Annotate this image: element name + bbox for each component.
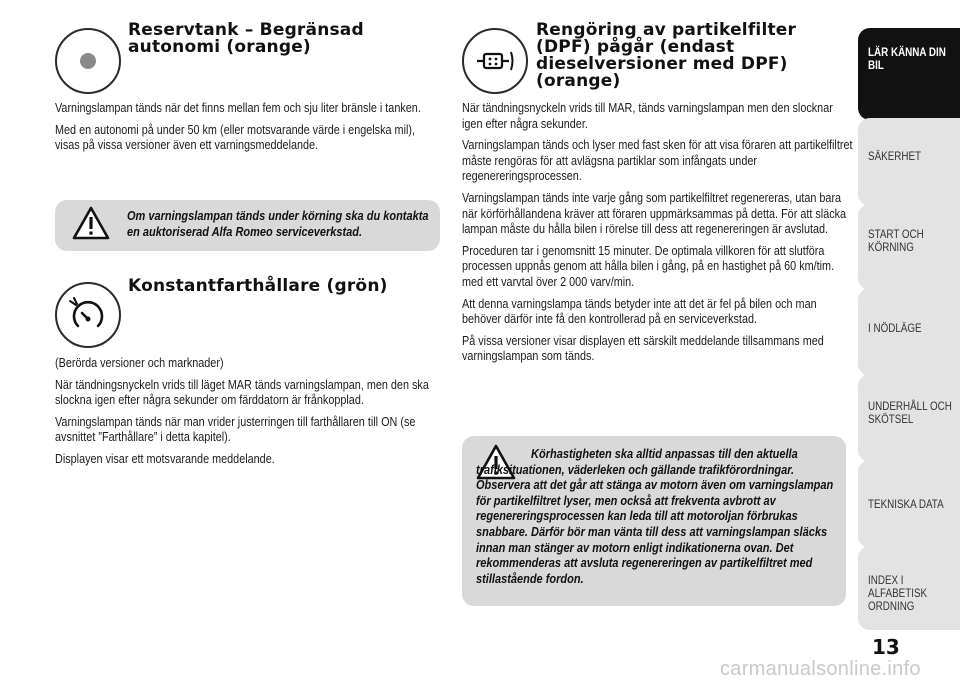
farthallare-paragraph: Displayen visar ett motsvarande meddelande. <box>55 451 275 466</box>
dpf-heading: Rengöring av partikelfilter (DPF) pågår (endast dieselversioner med DPF) (orange) <box>536 20 797 91</box>
farthallare-paragraph: (Berörda versioner och marknader) <box>55 356 224 370</box>
tab-underhall-och-skotsel[interactable]: UNDERHÅLL OCH SKÖTSEL <box>858 374 960 462</box>
dpf-warning-icon <box>462 28 528 94</box>
dpf-warning-text: Körhastigheten ska alltid anpassas till den aktuella trafiksituationen, väderleken och gällande trafikförordningar. Observera att det går att stänga av motorn även om varningslampan för partikelfiltret lyser, men också att frekventa avbrott av regenereringsprocessen kan leda till att motoroljan förbrukas snabbare. Därför bör man vänta till dess att varningslampan släcks innan man stänger av motorn enligt indikationerna ovan. Det rekommenderas att avsluta regenereringen av partikelfiltret med stillastående fordon. <box>476 446 834 586</box>
reservtank-body <box>55 101 442 160</box>
farthallare-heading: Konstantfarthållare (grön) <box>128 276 388 296</box>
tab-i-nodlage[interactable]: I NÖDLÄGE <box>858 288 960 376</box>
chapter-tabs <box>858 0 960 686</box>
dpf-body <box>462 101 853 371</box>
dpf-paragraph: Varningslampan tänds och lyser med fast sken för att visa föraren att partikelfiltret måste rengöras för att avlägsna partiklar som infångats under regenereringsprocessen. <box>462 138 853 184</box>
watermark: carmanualsonline.info <box>720 658 921 680</box>
farthallare-paragraph: Varningslampan tänds när man vrider justerringen till farthållaren till ON (se avsnittet ”Farthållare” i detta kapitel). <box>55 414 416 445</box>
reservtank-paragraph: Med en autonomi på under 50 km (eller motsvarande värde i engelska mil), visas på vissa versioner även ett varningsmeddelande. <box>55 122 416 153</box>
dpf-paragraph: Att denna varningslampa tänds betyder inte att det är fel på bilen och man behöver därför inte få den kontrollerad på en serviceverkstad. <box>462 296 817 327</box>
tab-sakerhet[interactable]: SÄKERHET <box>858 118 960 206</box>
warning-triangle-icon <box>72 206 110 240</box>
cruise-control-icon <box>55 282 121 348</box>
reservtank-warning-text: Om varningslampan tänds under körning ska du kontakta en auktoriserad Alfa Romeo serviceverkstad. <box>127 208 429 239</box>
farthallare-body <box>55 356 442 474</box>
tab-index-i-alfabetisk-ordning[interactable]: INDEX I ALFABETISK ORDNING <box>858 546 960 630</box>
tab-lar-kanna-din-bil[interactable]: LÄR KÄNNA DIN BIL <box>858 28 960 120</box>
reservtank-paragraph: Varningslampan tänds när det finns mellan fem och sju liter bränsle i tanken. <box>55 101 421 115</box>
reservtank-heading: Reservtank – Begränsad autonomi (orange) <box>128 20 364 57</box>
farthallare-paragraph: När tändningsnyckeln vrids till läget MAR tänds varningslampan, men den ska slockna igen efter några sekunder om färddatorn är frånkopplad. <box>55 377 429 408</box>
dpf-paragraph: Proceduren tar i genomsnitt 15 minuter. De optimala villkoren för att slutföra processen uppnås genom att hålla bilen i gång, på en hastighet på 60 km/tim. med ett varvtal över 2 000 varv/min. <box>462 243 835 289</box>
page-number: 13 <box>872 635 900 659</box>
dpf-paragraph: På vissa versioner visar displayen ett särskilt meddelande tillsammans med varningslampan som tänds. <box>462 333 824 364</box>
fuel-reserve-warning-icon <box>55 28 121 94</box>
dpf-paragraph: När tändningsnyckeln vrids till MAR, tänds varningslampan men den slocknar igen efter några sekunder. <box>462 101 833 131</box>
tab-start-och-korning[interactable]: START OCH KÖRNING <box>858 204 960 290</box>
dpf-paragraph: Varningslampan tänds inte varje gång som partikelfiltret regenereras, utan bara när körförhållandena kräver att föraren uppmärksammas på detta. För att släcka lampan måste du hålla bilen i rörelse till dess att regenereringen är avslutad. <box>462 190 847 237</box>
tab-tekniska-data[interactable]: TEKNISKA DATA <box>858 460 960 548</box>
